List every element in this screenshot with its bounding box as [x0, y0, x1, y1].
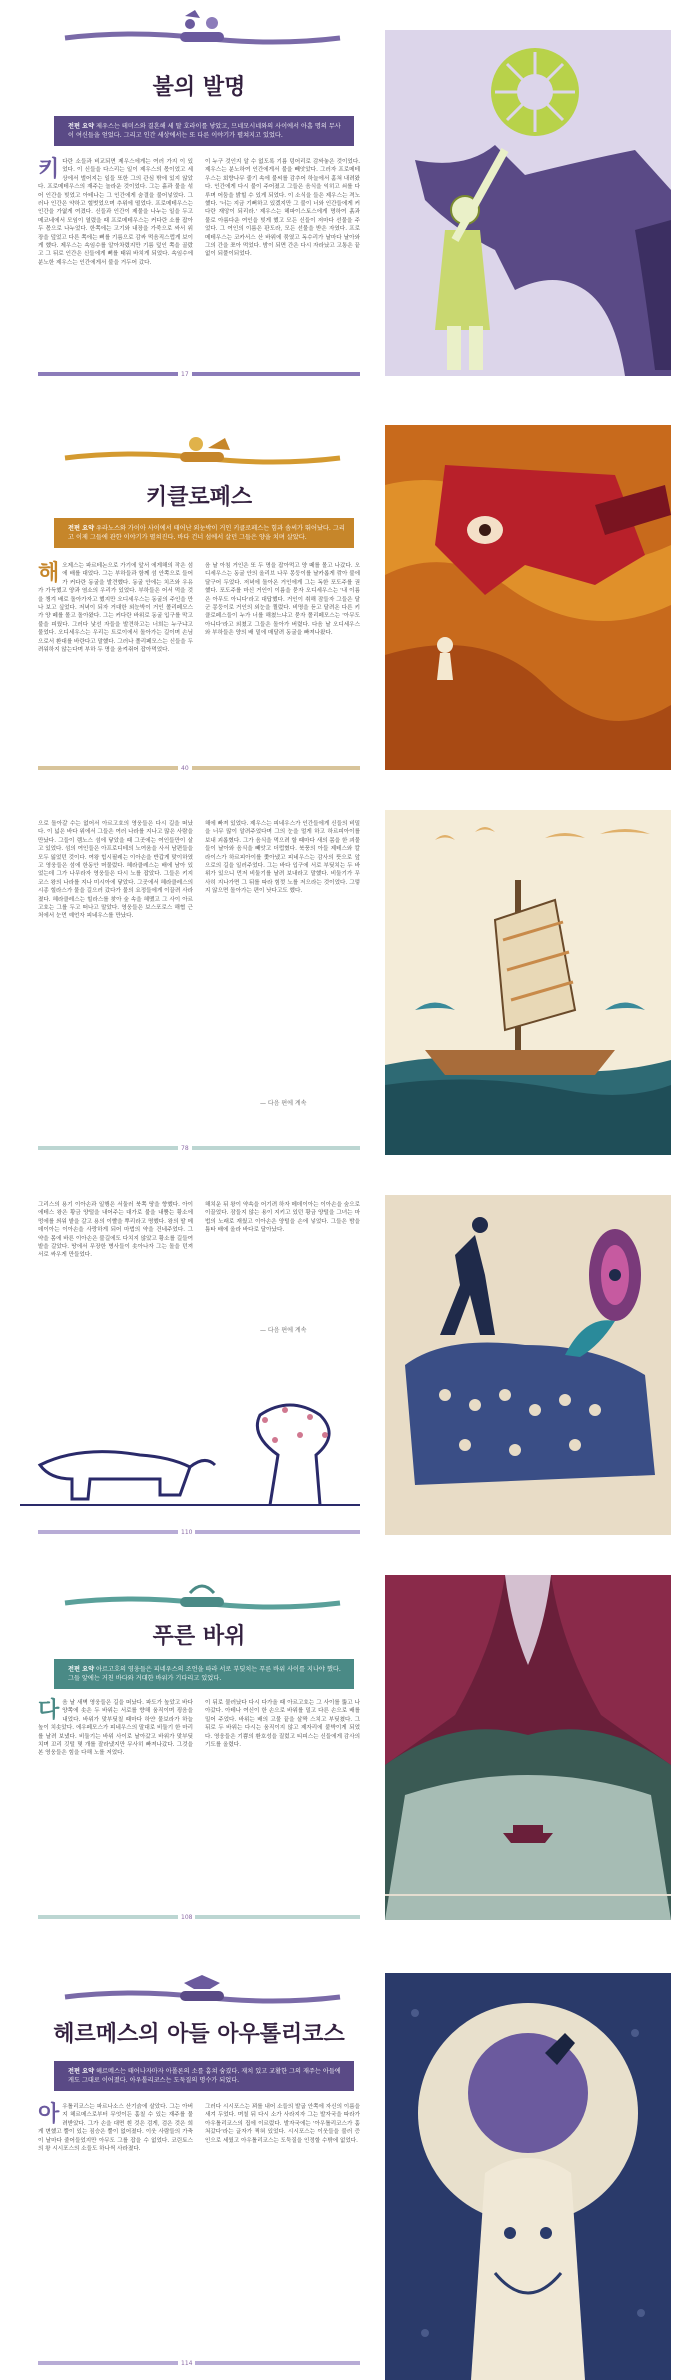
intro-text: 아르고호의 영웅들은 피네우스의 조언을 따라 서로 부딪치는 푸른 바위 사이를 지나야 했다. 그들 앞에는 거친 바다와 거대한 바위가 기다리고 있었다.	[68, 1666, 341, 1682]
column-left	[38, 158, 193, 267]
column-left	[38, 1201, 193, 1260]
intro-text: 우라노스와 가이아 사이에서 태어난 외눈박이 거인 키클로페스는 힘과 솜씨가 뛰어났다. 그리고 이제 그들에 관한 이야기가 펼쳐진다. 바다 건너 섬에서 살던 그들은 양을 치며 살았다.	[68, 525, 345, 541]
drop-cap: 키	[38, 156, 60, 182]
column-right	[205, 1201, 360, 1235]
spread-fire	[0, 0, 700, 390]
section-title: 키클로페스	[145, 484, 253, 510]
drop-cap: 다	[38, 1697, 60, 1723]
page-number: 17	[178, 371, 192, 378]
column-left	[38, 2103, 193, 2153]
illustration-autolycus	[385, 1973, 671, 2380]
column-right	[205, 820, 360, 896]
page-number: 114	[178, 2360, 195, 2367]
column-text: 이 누구 것인지 알 수 없도록 기름 덩어리로 감싸놓은 것이었다. 제우스는 분노하여 인간에게서 불을 빼앗았다. 그러자 프로메테우스는 회향나무 줄기 속에 불씨를 감추어 하늘에서 훔쳐 내려왔다. 인간에게 다시 불이 주어졌고 그들은 음식을 익히고 쇠를 다루며 어둠을 밝힐 수 있게 되었다. 이 소식을 들은 제우스는 격노했다. '너는 지금 기뻐하고 있겠지만 그 불이 너와 인간들에게 커다란 재앙이 되리라.' 제우스는 헤파이스토스에게 명하여 흙과 물로 아름다운 여인을 빚게 했고 모든 신들이 저마다 선물을 주었다. 그 여인의 이름은 판도라, 모든 선물을 받은 자였다. 프로메테우스는 코카서스 산 바위에 묶였고 독수리가 날마다 날아와 그의 간을 쪼아 먹었다. 밤이 되면 간은 다시 자라났고 고통은 끝없이 되풀이되었다.	[205, 159, 360, 258]
drop-cap: 아	[38, 2101, 60, 2127]
intro-box	[54, 116, 354, 146]
column-text: 음 날 아침 거인은 또 두 명을 잡아먹고 양 떼를 몰고 나갔다. 오디세우스는 동굴 안의 올리브 나무 몽둥이를 날카롭게 깎아 불에 달구어 두었다. 저녁에 돌아온 거인에게 그는 독한 포도주를 권했다. 포도주를 마신 거인이 이름을 묻자 오디세우스는 '내 이름은 아무도 아니다'라고 대답했다. 거인이 취해 잠들자 그들은 달군 몽둥이로 거인의 외눈을 찔렀다. 비명을 듣고 달려온 다른 키클로페스들이 누가 너를 해쳤느냐고 묻자 폴리페모스는 '아무도 아니다'라고 외쳤고 그들은 돌아가 버렸다. 다음 날 오디세우스와 부하들은 양의 배 밑에 매달려 동굴을 빠져나왔다.	[205, 563, 360, 637]
page-number: 78	[178, 1145, 192, 1152]
column-right	[205, 158, 360, 259]
intro-box	[54, 2061, 354, 2091]
illustration-cretan-bull	[385, 1195, 671, 1535]
spread-autolycus	[0, 1955, 700, 2380]
illustration-prometheus	[385, 30, 671, 376]
column-text: 이 뒤로 물러났다 다시 다가올 때 아르고호는 그 사이를 뚫고 나아갔다. 아테나 여신이 한 손으로 바위를 밀고 다른 손으로 배를 밀어 주었다. 바위는 배의 고물 끝을 살짝 스치고 부딪쳤다. 그 뒤로 두 바위는 다시는 움직이지 않고 제자리에 붙박이게 되었다. 영웅들은 기쁨의 환호성을 질렀고 티피스는 신들에게 감사의 기도를 올렸다.	[205, 1700, 360, 1749]
spread-argo	[0, 800, 700, 1180]
continued-caption: — 다음 편에 계속	[260, 1327, 307, 1334]
column-left	[38, 1699, 193, 1758]
illustration-bull-tree	[20, 1395, 360, 1515]
spread-medea	[0, 1195, 700, 1555]
section-title: 불의 발명	[152, 74, 246, 100]
ornament-header	[60, 1575, 345, 1615]
column-text: 으로 돌아갈 수는 없어서 아르고호의 영웅들은 다시 길을 떠났다. 이 넓은 바다 위에서 그들은 여러 나라를 지나고 많은 사람을 만났다. 그들이 렘노스 섬에 닿았을 때 그곳에는 여인들만이 살고 있었다. 섬의 여인들은 아프로디테의 노여움을 사서 남편들을 모두 잃었던 것이다. 여왕 힙시필레는 이아손을 반갑게 맞이하였고 영웅들은 섬에 한동안 머물렀다. 헤라클레스는 배에 남아 있었는데 그가 나무라자 영웅들은 다시 노를 잡았다. 그들은 키지코스 왕의 나라를 지나 미시아에 닿았다. 그곳에서 헤라클레스의 시종 힐라스가 물을 길으러 갔다가 물의 요정들에게 이끌려 사라졌다. 헤라클레스는 힐라스를 찾아 숲 속을 헤맸고 그 사이 아르고호는 그를 두고 떠나고 말았다. 영웅들은 보스포로스 해협 근처에서 눈먼 예언자 피네우스를 만났다.	[38, 821, 193, 920]
illustration-clashing-rocks	[385, 1575, 671, 1920]
body-columns	[38, 1699, 360, 1899]
footer-rule	[38, 1146, 360, 1150]
section-title: 헤르메스의 아들 아우톨리코스	[53, 2021, 345, 2047]
column-left	[38, 820, 193, 921]
ornament-header	[60, 8, 345, 48]
intro-text: 제우스는 테미스와 결혼해 세 딸 호라이를 낳았고, 므네모시네와의 사이에서 아홉 명의 무사이 여신들을 얻었다. 그리고 인간 세상에서는 또 다른 이야기가 펼쳐지고 있었다.	[68, 123, 341, 139]
footer-rule	[38, 372, 360, 376]
column-right	[205, 562, 360, 638]
body-columns	[38, 562, 360, 762]
column-text: 우톨리코스는 파르나소스 산기슭에 살았다. 그는 아버지 헤르메스로부터 무엇이든 훔칠 수 있는 재주를 물려받았다. 그가 손을 대면 흰 것은 검게, 검은 것은 희게 변했고 뿔이 있는 짐승은 뿔이 없어졌다. 이웃 사람들의 가축이 날마다 줄어들었지만 아무도 그를 잡을 수 없었다. 코린토스의 왕 시시포스의 소들도 하나씩 사라졌다.	[38, 2104, 193, 2153]
footer-rule	[38, 1530, 360, 1534]
illustration-argo-ship	[385, 810, 671, 1155]
column-text: 해치운 뒤 왕이 약속을 어기려 하자 메데이아는 이아손을 숲으로 이끌었다. 잠들지 않는 용이 지키고 있던 황금 양털을 그녀는 마법의 노래로 재웠고 이아손은 양털을 손에 넣었다. 그들은 밤을 틈타 배에 올라 바다로 달아났다.	[205, 1202, 360, 1234]
body-columns	[38, 820, 360, 1140]
column-text: 해에 빠져 있었다. 제우스는 피네우스가 인간들에게 신들의 비밀을 너무 많이 알려주었다며 그의 눈을 멀게 하고 하르피아이를 보내 괴롭혔다. 그가 음식을 먹으려 할 때마다 새의 몸을 한 괴물들이 날아와 음식을 빼앗고 더럽혔다. 북풍의 아들 제테스와 칼라이스가 하르피아이를 쫓아냈고 피네우스는 감사의 뜻으로 앞으로의 길을 일러주었다. 그는 바다 입구에 서로 부딪치는 두 바위가 있으니 먼저 비둘기를 날려 보내라고 말했다. 비둘기가 무사히 지나가면 그 뒤를 따라 힘껏 노를 저으라는 것이었다. 그렇지 않으면 돌아가는 편이 낫다고도 했다.	[205, 821, 360, 895]
body-columns	[38, 158, 360, 368]
intro-label: 전편 요약	[68, 2068, 95, 2075]
page-number: 40	[178, 765, 192, 772]
continued-caption: — 다음 편에 계속	[260, 1100, 307, 1107]
ornament-header	[60, 430, 345, 470]
drop-cap: 해	[38, 560, 60, 586]
footer-rule	[38, 766, 360, 770]
column-right	[205, 1699, 360, 1749]
spread-blue-rocks	[0, 1575, 700, 1945]
column-text: 다란 소들과 비교되면 제우스에게는 여러 가지 이 있었다. 이 신들을 다스리는 일이 제우스의 몫이었고 세상에서 벌어지는 일들 또한 그의 관심 밖에 있지 않았다. 프로메테우스의 재주는 놀라운 것이었다. 그는 흙과 물을 섞어 인간을 빚었고 아테나는 그 인간에게 숨결을 불어넣었다. 그러나 인간은 약하고 헐벗었으며 추위에 떨었다. 프로메테우스는 인간을 가엾게 여겼다. 신들과 인간이 제물을 나누는 일을 두고 메코네에서 모임이 열렸을 때 프로메테우스는 커다란 소를 잡아 두 몫으로 나누었다. 한쪽에는 고기와 내장을 가죽으로 싸서 위장을 덮었고 다른 쪽에는 뼈를 기름으로 감싸 먹음직스럽게 보이게 했다. 제우스는 속임수를 알아차렸지만 기름 덮인 쪽을 골랐고 그 뒤로 인간은 신들에게 뼈를 태워 바치게 되었다. 속임수에 분노한 제우스는 인간에게서 불을 거두어 갔다.	[38, 159, 193, 266]
body-columns	[38, 2103, 360, 2353]
ornament-header	[60, 1969, 345, 2009]
column-text: 음 날 새벽 영웅들은 길을 떠났다. 파도가 높았고 바다 양쪽에 솟은 두 바위는 서로를 향해 움직이며 굉음을 내었다. 바위가 맞부딪칠 때마다 하얀 물보라가 하늘 높이 치솟았다. 에우페모스가 피네우스의 말대로 비둘기 한 마리를 날려 보냈다. 비둘기는 바위 사이로 날아갔고 바위가 맞부딪치며 꼬리 깃털 몇 개를 잘라냈지만 무사히 빠져나갔다. 그것을 본 영웅들은 힘을 다해 노를 저었다.	[38, 1700, 193, 1757]
spread-cyclops	[0, 410, 700, 790]
column-text: 그러다 시시포스는 꾀를 내어 소들의 발굽 안쪽에 자신의 이름을 새겨 두었다. 며칠 뒤 다시 소가 사라지자 그는 발자국을 따라가 아우톨리코스의 집에 이르렀다. 발자국에는 '아우톨리코스가 훔쳐갔다'라는 글자가 찍혀 있었다. 시시포스는 이웃들을 불러 증인으로 세웠고 아우톨리코스는 도둑질을 인정할 수밖에 없었다.	[205, 2104, 360, 2144]
intro-label: 전편 요약	[68, 1666, 95, 1673]
body-columns	[38, 1201, 360, 1351]
footer-rule	[38, 2361, 360, 2365]
column-text: 그리스의 용기 이아손과 일행은 서둘러 북쪽 땅을 향했다. 아이에테스 왕은 황금 양털을 내어주는 대가로 불을 내뿜는 황소에 멍에를 씌워 밭을 갈고 용의 이빨을 뿌리라고 명했다. 왕의 딸 메데이아는 이아손을 사랑하게 되어 마법의 약을 건네주었다. 그 약을 몸에 바른 이아손은 불길에도 다치지 않았고 황소를 길들여 밭을 갈았다. 땅에서 무장한 병사들이 솟아나자 그는 돌을 던져 서로 싸우게 만들었다.	[38, 1202, 193, 1259]
column-left	[38, 562, 193, 654]
section-title: 푸른 바위	[152, 1623, 246, 1649]
intro-box	[54, 1659, 354, 1689]
column-text: 오제스는 파르테논으로 가기에 앞서 에게해의 작은 섬에 배를 대었다. 그는 부하들과 함께 섬 안쪽으로 들어가 커다란 동굴을 발견했다. 동굴 안에는 치즈와 우유가 가득했고 양과 염소의 우리가 있었다. 부하들은 어서 먹을 것을 챙겨 배로 돌아가자고 했지만 오디세우스는 동굴의 주인을 만나 보고 싶었다. 저녁이 되자 거대한 외눈박이 거인 폴리페모스가 양 떼를 몰고 돌아왔다. 그는 커다란 바위로 동굴 입구를 막고 불을 피웠다. 그러다 낯선 자들을 발견하고는 너희는 누구냐고 물었다. 오디세우스는 우리는 트로이에서 돌아가는 길이며 손님으로서 환대를 바란다고 말했다. 그러나 폴리페모스는 신들을 두려워하지 않는다며 부하 두 명을 움켜쥐어 잡아먹었다.	[38, 563, 193, 654]
intro-label: 전편 요약	[68, 525, 95, 532]
illustration-cyclops	[385, 425, 671, 770]
intro-box	[54, 518, 354, 548]
intro-text: 헤르메스는 태어나자마자 아폴론의 소를 훔쳐 숨겼다. 재치 있고 교활한 그의 재주는 아들에게도 그대로 이어졌다. 아우톨리코스는 도둑질의 명수가 되었다.	[68, 2068, 341, 2084]
page-number: 110	[178, 1529, 195, 1536]
intro-label: 전편 요약	[68, 123, 95, 130]
footer-rule	[38, 1915, 360, 1919]
page-number: 108	[178, 1914, 195, 1921]
column-right	[205, 2103, 360, 2145]
